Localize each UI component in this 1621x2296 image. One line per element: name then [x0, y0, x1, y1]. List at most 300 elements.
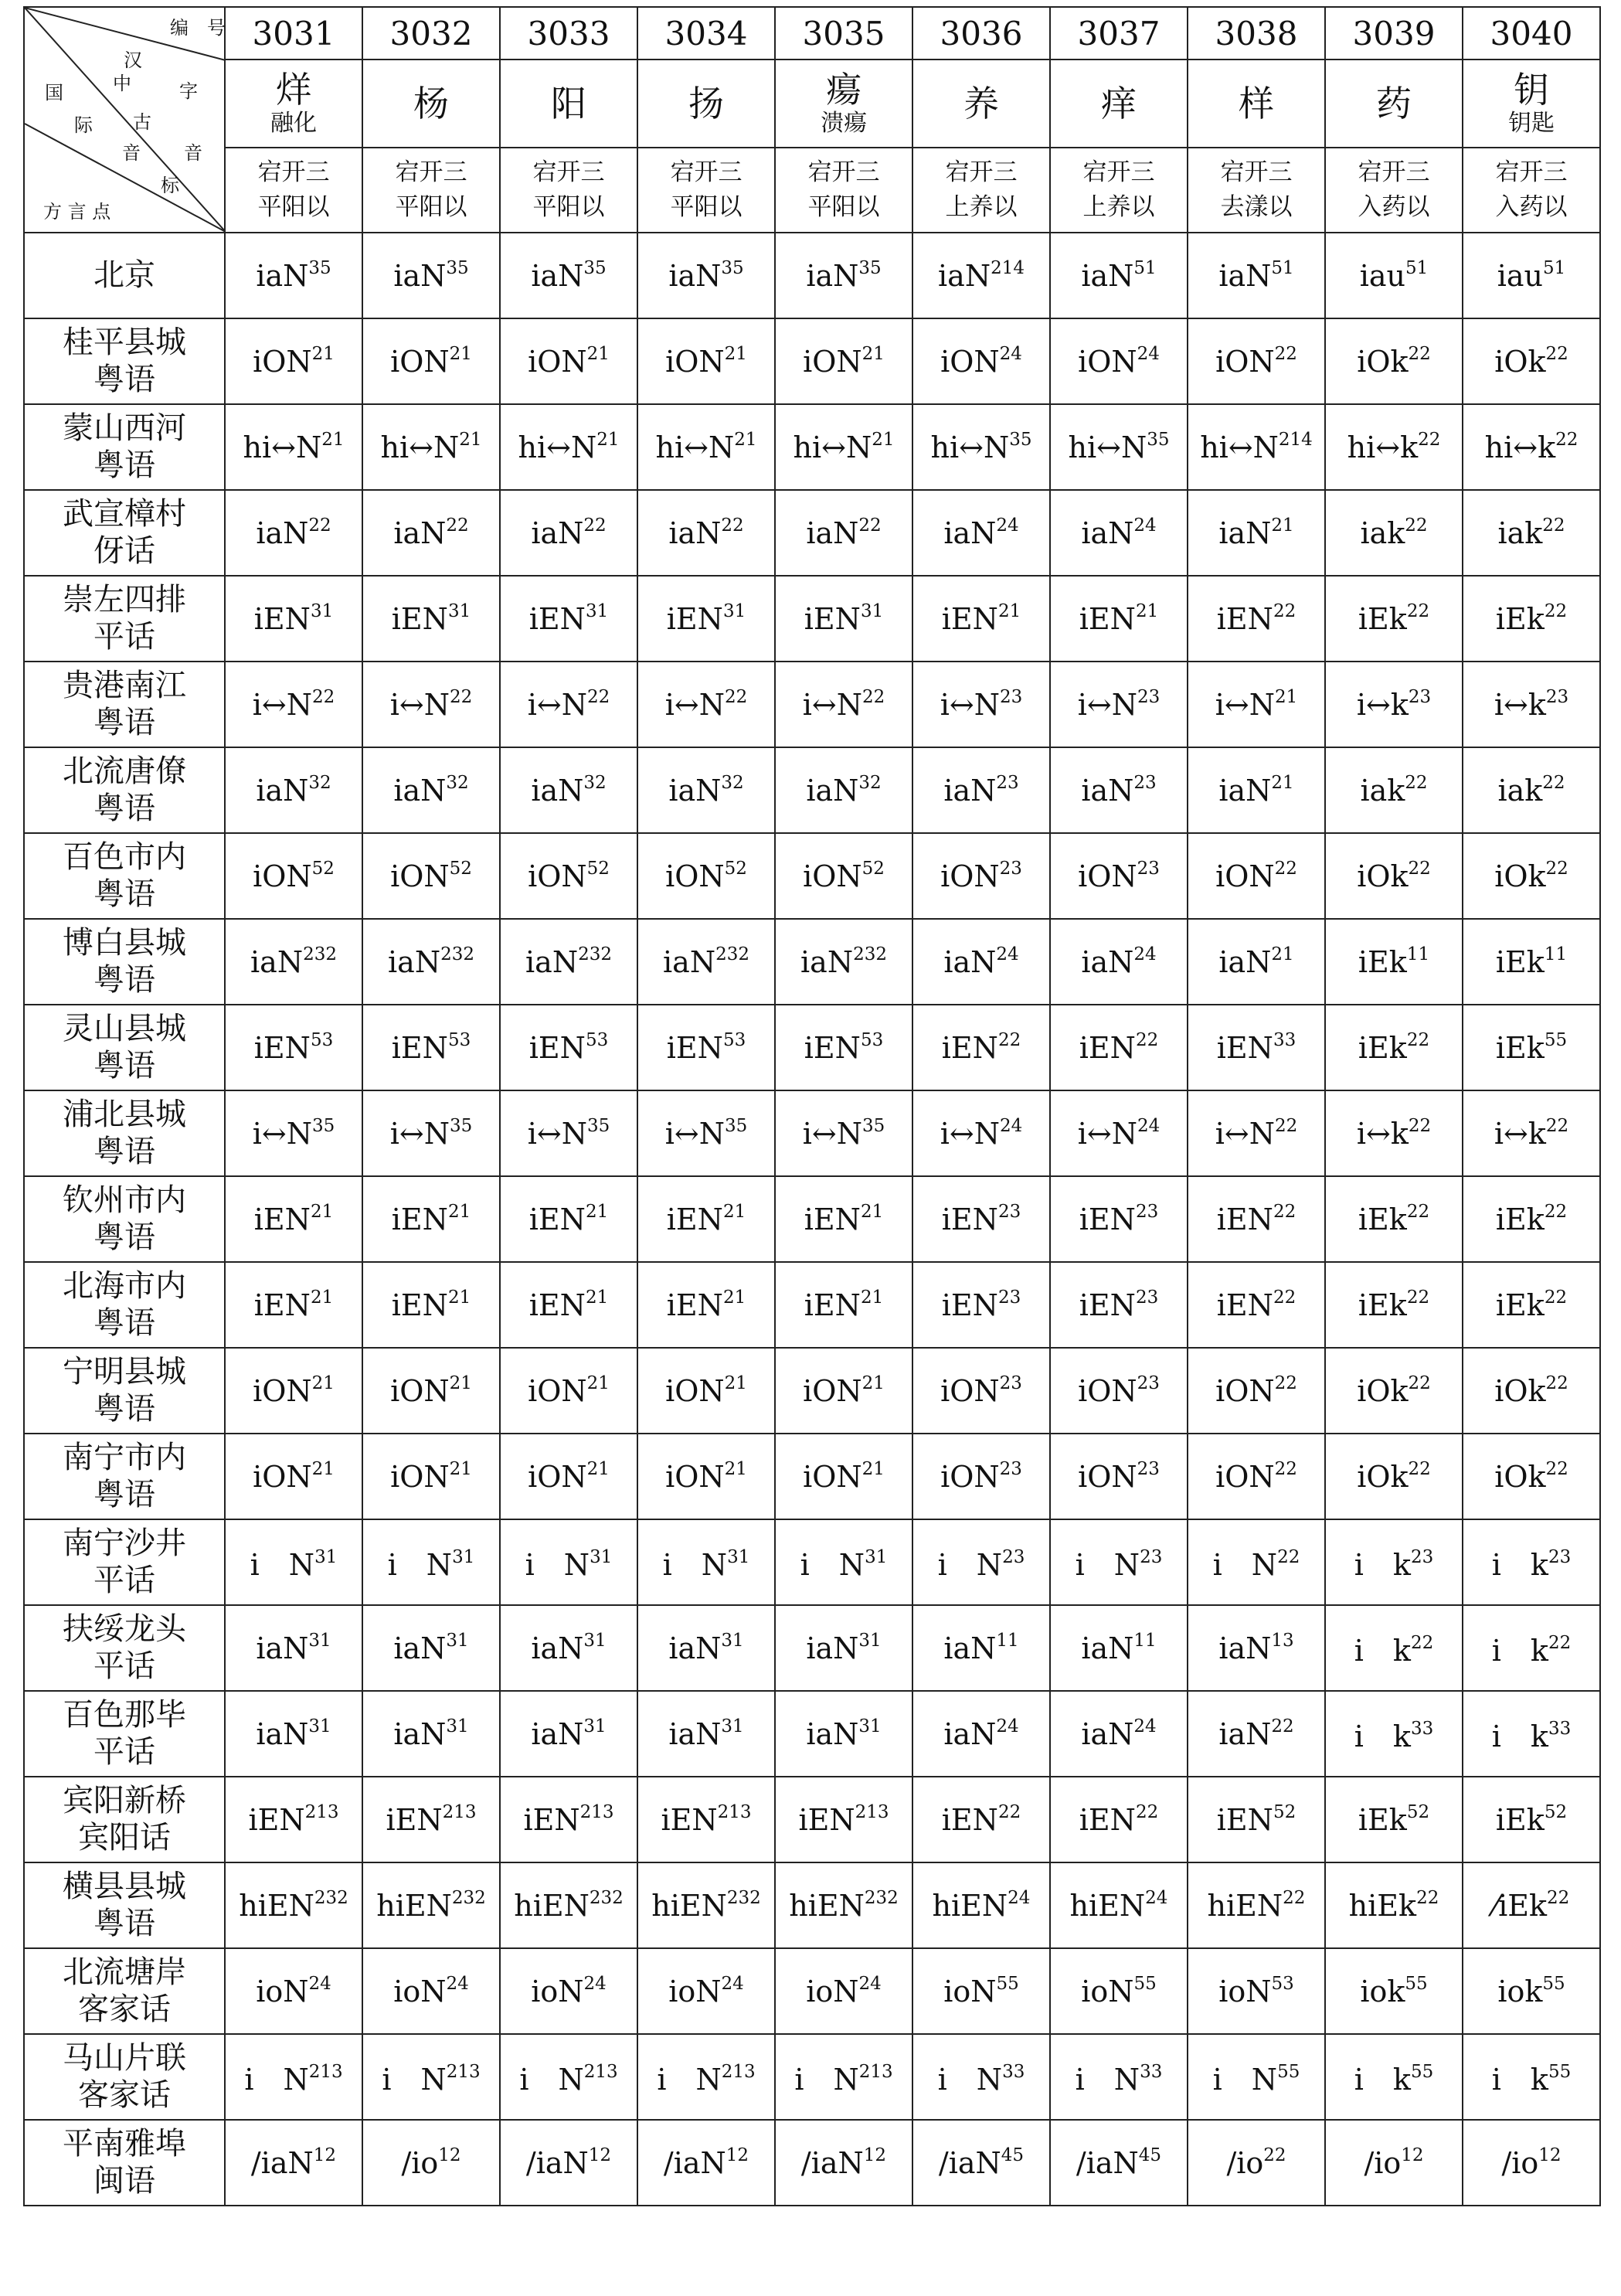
- ipa-cell: [1050, 1090, 1188, 1176]
- dialect-row: [24, 1005, 1600, 1090]
- ipa-cell: [912, 1176, 1050, 1262]
- ipa-cell: [500, 1605, 637, 1691]
- ipa-cell: [1325, 747, 1463, 833]
- ipa-cell: [1325, 1519, 1463, 1605]
- ipa-cell: [362, 1434, 500, 1519]
- tone-value: 21: [310, 1201, 334, 1222]
- ipa-cell: [1188, 1605, 1325, 1691]
- ipa-cell: [1463, 662, 1600, 747]
- ipa-cell: [1050, 1262, 1188, 1348]
- tone-value: 32: [446, 772, 469, 793]
- ipa-cell: [1325, 490, 1463, 576]
- middle-chinese-line: 平阳以: [257, 193, 330, 221]
- location-line: 粤语: [93, 876, 155, 912]
- tone-value: 21: [872, 429, 895, 450]
- ipa-cell: [1325, 1948, 1463, 2034]
- ipa-syllable: iaN: [1218, 515, 1272, 550]
- tone-value: 23: [999, 858, 1022, 879]
- tone-value: 21: [311, 343, 335, 364]
- location-line: 平话: [93, 1733, 155, 1770]
- tone-value: 213: [721, 2062, 756, 2082]
- ipa-syllable: hi↔N: [380, 430, 460, 464]
- location-line: 粤语: [93, 361, 155, 397]
- ipa-cell: [912, 1348, 1050, 1434]
- tone-value: 22: [1546, 1887, 1570, 1908]
- ipa-syllable: iEN: [804, 1202, 861, 1236]
- tone-value: 21: [447, 1201, 471, 1222]
- ipa-cell: [912, 2120, 1050, 2206]
- ipa-syllable: i↔N: [802, 687, 862, 722]
- tone-value: 31: [860, 600, 884, 621]
- ipa-syllable: iEN: [941, 1802, 998, 1837]
- ipa-syllable: i↔N: [664, 1116, 725, 1151]
- ipa-syllable: iEN: [528, 1030, 586, 1065]
- tone-value: 21: [585, 1287, 609, 1308]
- location-line: 博白县城: [63, 925, 186, 961]
- column-middle-chinese: [637, 148, 775, 233]
- tone-value: 24: [446, 1973, 469, 1994]
- ipa-cell: [1188, 1262, 1325, 1348]
- tone-value: 52: [449, 858, 472, 879]
- ipa-cell: [775, 1862, 912, 1948]
- ipa-cell: [1463, 1691, 1600, 1777]
- tone-value: 31: [308, 1630, 331, 1651]
- ipa-syllable: iaN: [1218, 1631, 1272, 1665]
- ipa-syllable: iEN: [661, 1802, 718, 1837]
- tone-value: 22: [1273, 600, 1296, 621]
- ipa-cell: [1463, 2120, 1600, 2206]
- ipa-syllable: hi↔N: [1200, 430, 1279, 464]
- ipa-syllable: iEk: [1495, 1802, 1545, 1837]
- ipa-syllable: i↔N: [1077, 687, 1137, 722]
- middle-chinese-line: 宕开三: [807, 158, 880, 187]
- middle-chinese-line: 去漾以: [1220, 193, 1293, 221]
- middle-chinese-line: 宕开三: [1220, 158, 1293, 187]
- ipa-syllable: i↔N: [802, 1116, 862, 1151]
- ipa-syllable: i N: [937, 1548, 1003, 1582]
- ipa-cell: [1050, 2120, 1188, 2206]
- column-number: 3037: [1050, 7, 1188, 60]
- ipa-cell: [1325, 1777, 1463, 1862]
- corner-label-biao: 标: [161, 175, 179, 196]
- column-middle-chinese: [1050, 148, 1188, 233]
- tone-value: 52: [861, 858, 885, 879]
- tone-value: 23: [1137, 1372, 1160, 1393]
- ipa-syllable: iaN: [531, 1631, 584, 1665]
- tone-value: 55: [1277, 2062, 1300, 2082]
- ipa-syllable: i↔N: [252, 687, 312, 722]
- tone-value: 24: [1137, 343, 1160, 364]
- ipa-cell: [637, 1090, 775, 1176]
- ipa-syllable: hi↔N: [518, 430, 597, 464]
- ipa-cell: [1188, 1519, 1325, 1605]
- ipa-syllable: i N: [387, 1548, 453, 1582]
- ipa-syllable: iak: [1497, 515, 1543, 550]
- tone-value: 23: [1137, 858, 1160, 879]
- ipa-syllable: i k: [1354, 2063, 1411, 2097]
- ipa-cell: [637, 1434, 775, 1519]
- ipa-syllable: hiEk: [1348, 1888, 1417, 1923]
- tone-value: 55: [1410, 2062, 1434, 2082]
- ipa-cell: [1463, 1176, 1600, 1262]
- tone-value: 22: [1274, 343, 1297, 364]
- ipa-cell: [1188, 318, 1325, 404]
- ipa-syllable: iEk: [1495, 1202, 1545, 1236]
- ipa-syllable: i N: [1212, 1548, 1278, 1582]
- ipa-cell: [362, 404, 500, 490]
- ipa-syllable: iaN: [1081, 773, 1134, 808]
- ipa-cell: [500, 2034, 637, 2120]
- ipa-cell: [1325, 1005, 1463, 1090]
- tone-value: 21: [449, 1458, 472, 1479]
- ipa-cell: [637, 1862, 775, 1948]
- tone-value: 51: [1405, 257, 1429, 278]
- dialect-location: [24, 1090, 225, 1176]
- tone-value: 21: [724, 343, 747, 364]
- ipa-cell: [1463, 576, 1600, 662]
- ipa-syllable: iaN: [531, 773, 584, 808]
- ipa-syllable: iEN: [1216, 601, 1273, 636]
- tone-value: 22: [1274, 858, 1297, 879]
- tone-value: 213: [446, 2062, 481, 2082]
- middle-chinese-line: 宕开三: [1495, 158, 1568, 187]
- location-line: 宾阳话: [78, 1819, 171, 1856]
- ipa-syllable: iak: [1360, 515, 1405, 550]
- tone-value: 232: [314, 1887, 348, 1908]
- ipa-syllable: i↔N: [940, 687, 1000, 722]
- ipa-cell: [1463, 1005, 1600, 1090]
- location-line: 平话: [93, 1648, 155, 1684]
- tone-value: 24: [308, 1973, 331, 1994]
- tone-value: 21: [321, 429, 345, 450]
- tone-value: 23: [1408, 686, 1432, 707]
- ipa-syllable: iaN: [1081, 1716, 1134, 1751]
- ipa-cell: [1463, 490, 1600, 576]
- ipa-syllable: i N: [1075, 1548, 1140, 1582]
- ipa-syllable: iON: [940, 344, 1000, 379]
- location-line: 粤语: [93, 1476, 155, 1512]
- tone-value: 31: [446, 1716, 469, 1736]
- ipa-syllable: i↔N: [527, 687, 587, 722]
- corner-label-gu: 古: [133, 111, 151, 133]
- ipa-syllable: iON: [1215, 1459, 1275, 1494]
- dialect-row: [24, 2120, 1600, 2206]
- tone-value: 21: [861, 1458, 885, 1479]
- ipa-cell: [1325, 1434, 1463, 1519]
- ipa-cell: [1188, 233, 1325, 318]
- ipa-syllable: iON: [803, 1459, 862, 1494]
- corner-label-guo: 国: [45, 82, 63, 104]
- ipa-cell: [1188, 1777, 1325, 1862]
- tone-value: 24: [999, 343, 1022, 364]
- middle-chinese-line: 上养以: [945, 193, 1018, 221]
- ipa-syllable: iaN: [393, 1631, 447, 1665]
- ipa-syllable: iaN: [806, 258, 859, 293]
- ipa-cell: [1050, 233, 1188, 318]
- ipa-syllable: iON: [940, 859, 1000, 893]
- ipa-cell: [775, 1348, 912, 1434]
- tone-value: 31: [721, 1716, 744, 1736]
- tone-value: 22: [1545, 1458, 1568, 1479]
- middle-chinese-line: 宕开三: [532, 158, 605, 187]
- tone-value: 22: [1135, 1029, 1159, 1050]
- tone-value: 55: [1542, 1973, 1565, 1994]
- location-line: 粤语: [93, 1133, 155, 1169]
- tone-value: 32: [308, 772, 331, 793]
- column-number: 3039: [1325, 7, 1463, 60]
- tone-value: 24: [996, 1716, 1019, 1736]
- character-glyph: 药: [1376, 82, 1412, 124]
- tone-value: 51: [1133, 257, 1157, 278]
- ipa-cell: [362, 1777, 500, 1862]
- tone-value: 24: [996, 515, 1019, 536]
- ipa-cell: [775, 1434, 912, 1519]
- ipa-cell: [362, 662, 500, 747]
- tone-value: 22: [1283, 1887, 1306, 1908]
- ipa-syllable: iaN: [806, 1631, 859, 1665]
- location-line: 崇左四排: [63, 582, 186, 618]
- location-line: 北海市内: [63, 1268, 186, 1304]
- ipa-cell: [1325, 318, 1463, 404]
- ipa-syllable: i↔N: [389, 687, 450, 722]
- column-number: 3031: [225, 7, 362, 60]
- ipa-cell: [637, 662, 775, 747]
- dialect-row: [24, 833, 1600, 919]
- column-number: 3040: [1463, 7, 1600, 60]
- tone-value: 21: [585, 1201, 609, 1222]
- tone-value: 22: [1408, 1115, 1432, 1136]
- ipa-syllable: iau: [1497, 258, 1543, 293]
- ipa-syllable: hi↔N: [930, 430, 1010, 464]
- ipa-cell: [1325, 1176, 1463, 1262]
- ipa-syllable: iON: [665, 1459, 725, 1494]
- tone-value: 24: [858, 1973, 882, 1994]
- middle-chinese-line: 入药以: [1495, 193, 1568, 221]
- tone-value: 11: [1406, 944, 1430, 964]
- ipa-cell: [1050, 1005, 1188, 1090]
- ipa-cell: [362, 1262, 500, 1348]
- dialect-row: [24, 662, 1600, 747]
- ipa-cell: [500, 919, 637, 1005]
- ipa-syllable: iEk: [1495, 601, 1545, 636]
- character-glyph: 烊: [276, 68, 311, 111]
- column-character: [500, 60, 637, 148]
- dialect-table: [23, 6, 1601, 2206]
- ipa-cell: [225, 404, 362, 490]
- ipa-syllable: i k: [1491, 1548, 1548, 1582]
- tone-value: 21: [722, 1201, 746, 1222]
- tone-value: 23: [1135, 1201, 1159, 1222]
- ipa-cell: [500, 1948, 637, 2034]
- ipa-syllable: iaN: [943, 1631, 997, 1665]
- ipa-syllable: hiEN: [239, 1888, 314, 1923]
- ipa-syllable: iak: [1497, 773, 1543, 808]
- ipa-cell: [1050, 576, 1188, 662]
- tone-value: 22: [997, 1029, 1021, 1050]
- ipa-syllable: iaN: [531, 258, 584, 293]
- tone-value: 32: [583, 772, 607, 793]
- ipa-cell: [775, 1605, 912, 1691]
- tone-value: 53: [585, 1029, 609, 1050]
- tone-value: 12: [1401, 2145, 1424, 2165]
- ipa-syllable: iaN: [663, 944, 716, 979]
- dialect-row: [24, 1605, 1600, 1691]
- tone-value: 21: [586, 1458, 610, 1479]
- tone-value: 53: [310, 1029, 334, 1050]
- tone-value: 22: [1406, 1201, 1430, 1222]
- ipa-syllable: iEN: [666, 601, 723, 636]
- ipa-syllable: iOk: [1357, 1459, 1409, 1494]
- character-gloss: 钥匙: [1508, 110, 1555, 138]
- tone-value: 53: [722, 1029, 746, 1050]
- ipa-syllable: i k: [1354, 1634, 1411, 1668]
- tone-value: 213: [717, 1801, 752, 1822]
- dialect-row: [24, 919, 1600, 1005]
- ipa-syllable: iON: [1215, 344, 1275, 379]
- tone-value: 22: [1406, 1029, 1430, 1050]
- tone-value: 213: [858, 2062, 893, 2082]
- tone-value: 23: [1410, 1547, 1434, 1567]
- ipa-syllable: iok: [1360, 1974, 1405, 2009]
- tone-value: 33: [1002, 2062, 1025, 2082]
- ipa-syllable: i↔k: [1494, 687, 1546, 722]
- ipa-syllable: i k: [1354, 1548, 1411, 1582]
- ipa-syllable: hiEN: [1069, 1888, 1146, 1923]
- column-middle-chinese: [1325, 148, 1463, 233]
- ipa-cell: [1325, 1691, 1463, 1777]
- ipa-syllable: i↔N: [527, 1116, 587, 1151]
- ipa-cell: [1050, 2034, 1188, 2120]
- ipa-syllable: iEk: [1358, 944, 1407, 979]
- ipa-syllable: hiEN: [514, 1888, 590, 1923]
- ipa-syllable: iEN: [1216, 1202, 1273, 1236]
- tone-value: 23: [1002, 1547, 1025, 1567]
- tone-value: 22: [858, 515, 882, 536]
- tone-value: 21: [586, 1372, 610, 1393]
- tone-value: 11: [996, 1630, 1019, 1651]
- page: [23, 6, 1599, 2206]
- ipa-cell: [225, 1262, 362, 1348]
- tone-value: 21: [311, 1458, 335, 1479]
- ipa-cell: [1463, 1605, 1600, 1691]
- ipa-syllable: iEN: [1079, 1287, 1136, 1322]
- tone-value: 32: [721, 772, 744, 793]
- ipa-syllable: iON: [390, 1459, 450, 1494]
- ipa-cell: [225, 1519, 362, 1605]
- ipa-cell: [225, 233, 362, 318]
- ipa-cell: [775, 747, 912, 833]
- tone-value: 22: [1273, 1201, 1296, 1222]
- tone-value: 22: [583, 515, 607, 536]
- tone-value: 232: [303, 944, 337, 964]
- location-line: 南宁沙井: [63, 1526, 186, 1562]
- ipa-cell: [500, 1090, 637, 1176]
- location-line: 南宁市内: [63, 1440, 186, 1476]
- ipa-cell: [1188, 833, 1325, 919]
- tone-value: 22: [1274, 1458, 1297, 1479]
- dialect-row: [24, 747, 1600, 833]
- ipa-syllable: iak: [1360, 773, 1405, 808]
- ipa-cell: [225, 1605, 362, 1691]
- ipa-syllable: iON: [390, 1373, 450, 1408]
- ipa-syllable: iaN: [1081, 515, 1134, 550]
- tone-value: 23: [1140, 1547, 1163, 1567]
- tone-value: 22: [1273, 1287, 1296, 1308]
- ipa-cell: [637, 1605, 775, 1691]
- ipa-cell: [500, 576, 637, 662]
- ipa-cell: [225, 1176, 362, 1262]
- ipa-syllable: iON: [1215, 1373, 1275, 1408]
- ipa-syllable: ioN: [943, 1974, 997, 2009]
- ipa-syllable: iaN: [1218, 1716, 1272, 1751]
- middle-chinese-line: 入药以: [1358, 193, 1430, 221]
- ipa-cell: [1188, 1005, 1325, 1090]
- ipa-cell: [912, 1262, 1050, 1348]
- character-glyph: 杨: [413, 82, 449, 124]
- ipa-cell: [1325, 1862, 1463, 1948]
- ipa-cell: [912, 919, 1050, 1005]
- ipa-syllable: i N: [244, 2063, 309, 2097]
- dialect-location: [24, 2034, 225, 2120]
- tone-value: 22: [724, 686, 748, 707]
- ipa-cell: [1188, 1090, 1325, 1176]
- dialect-row: [24, 2034, 1600, 2120]
- ipa-syllable: i↔N: [664, 687, 725, 722]
- tone-value: 24: [721, 1973, 744, 1994]
- ipa-syllable: iEN: [253, 1202, 311, 1236]
- ipa-cell: [912, 1519, 1050, 1605]
- ipa-cell: [500, 1519, 637, 1605]
- column-character: [1463, 60, 1600, 148]
- ipa-cell: [775, 1948, 912, 2034]
- ipa-cell: [1463, 233, 1600, 318]
- ipa-syllable: iaN: [806, 773, 859, 808]
- ipa-syllable: iaN: [393, 515, 447, 550]
- column-middle-chinese: [500, 148, 637, 233]
- ipa-syllable: /iaN: [800, 2145, 864, 2180]
- tone-value: 22: [997, 1801, 1021, 1822]
- corner-label-number: 编 号: [170, 17, 226, 39]
- tone-value: 232: [726, 1887, 761, 1908]
- location-line: 粤语: [93, 961, 155, 998]
- ipa-cell: [225, 576, 362, 662]
- tone-value: 12: [313, 2145, 337, 2165]
- tone-value: 35: [446, 257, 469, 278]
- tone-value: 31: [310, 600, 334, 621]
- ipa-cell: [1463, 318, 1600, 404]
- tone-value: 22: [1274, 1115, 1298, 1136]
- ipa-syllable: i k: [1354, 1719, 1411, 1753]
- dialect-location: [24, 1519, 225, 1605]
- ipa-syllable: iON: [803, 344, 862, 379]
- ipa-cell: [1050, 404, 1188, 490]
- tone-value: 12: [863, 2145, 887, 2165]
- ipa-cell: [362, 233, 500, 318]
- ipa-syllable: iEN: [1079, 601, 1136, 636]
- ipa-syllable: iOk: [1494, 344, 1546, 379]
- ipa-syllable: iaN: [943, 1716, 997, 1751]
- ipa-syllable: iaN: [806, 1716, 859, 1751]
- ipa-cell: [1188, 2034, 1325, 2120]
- ipa-syllable: /iaN: [525, 2145, 589, 2180]
- ipa-cell: [637, 1348, 775, 1434]
- ipa-syllable: i↔k: [1494, 1116, 1546, 1151]
- ipa-cell: [1325, 1348, 1463, 1434]
- tone-value: 232: [451, 1887, 486, 1908]
- ipa-cell: [225, 1434, 362, 1519]
- ipa-syllable: iaN: [388, 944, 441, 979]
- ipa-syllable: iaN: [256, 1716, 309, 1751]
